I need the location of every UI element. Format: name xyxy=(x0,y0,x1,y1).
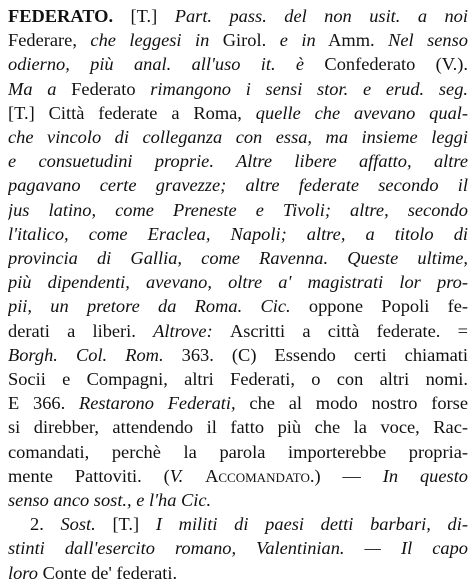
entry-text: Confederato (V.). xyxy=(324,54,468,75)
entry-text: E 366. xyxy=(8,393,79,414)
entry-text: più dipendenti, avevano, oltre a' magistrati lor pro- xyxy=(8,272,468,293)
entry-line xyxy=(8,319,468,343)
entry-text: Sost. xyxy=(60,514,113,535)
entry-line xyxy=(8,464,468,488)
entry-text: Girol. xyxy=(209,30,280,51)
entry-text: I militi di paesi detti barbari, di- xyxy=(155,514,468,535)
entry-line xyxy=(8,536,468,560)
entry-line xyxy=(8,125,468,149)
entry-text: oppone Popoli fe- xyxy=(308,296,468,317)
entry-line xyxy=(8,415,468,439)
entry-text: che al modo nostro forse xyxy=(249,393,468,414)
entry-line xyxy=(8,101,468,125)
entry-text: Conte de' federati. xyxy=(42,562,178,583)
entry-text: Ascritti a città federate. = xyxy=(229,320,468,341)
entry-text: Federato xyxy=(71,78,151,99)
entry-text: [T.] xyxy=(113,6,175,26)
entry-line xyxy=(8,391,468,415)
entry-text: provincia di Gallia, come Ravenna. Queste ultime, xyxy=(8,248,468,269)
entry-text: mente Pattoviti. ( xyxy=(8,465,170,486)
entry-line xyxy=(8,512,468,536)
entry-text: Amm. xyxy=(315,30,389,51)
entry-text: Borgh. Col. Rom. xyxy=(8,344,182,365)
entry-line xyxy=(8,294,468,318)
entry-text: In questo xyxy=(382,465,468,486)
entry-text: derati a liberi. xyxy=(8,320,154,341)
entry-text: Altrove: xyxy=(153,320,230,341)
entry-line xyxy=(8,270,468,294)
entry-text: V. xyxy=(169,465,206,486)
entry-text: Nel senso xyxy=(388,30,468,51)
entry-text: [T.] xyxy=(112,514,156,535)
entry-text: Federare, xyxy=(8,30,91,51)
entry-text: loro xyxy=(8,562,43,583)
entry-line xyxy=(8,4,468,28)
entry-text: e consuetudini proprie. Altre libere affatto, altre xyxy=(8,151,468,172)
entry-text: che leggesi in xyxy=(90,30,210,51)
entry-line xyxy=(8,246,468,270)
entry-text: .) — xyxy=(309,465,383,486)
entry-text: che vincolo di colleganza con essa, ma insieme leggi xyxy=(8,127,468,148)
entry-text: Cic. xyxy=(260,296,309,317)
entry-line xyxy=(8,77,468,101)
entry-text: si direbber, attendendo il fatto più che la voce, Rac- xyxy=(8,417,468,438)
entry-text: 2. xyxy=(30,514,61,535)
entry-line xyxy=(8,52,468,76)
entry-line xyxy=(8,367,468,391)
entry-text: odierno, più anal. all'uso it. è xyxy=(8,54,325,75)
entry-text: 363. (C) Essendo certi chiamati xyxy=(181,344,468,365)
entry-text: l'italico, come Eraclea, Napoli; altre, a titolo di xyxy=(8,223,468,244)
entry-text: jus latino, come Preneste e Tivoli; altre, secondo xyxy=(8,199,468,220)
entry-text: rimangono i sensi stor. e erud. seg. xyxy=(150,78,468,99)
entry-text: stinti dall'esercito romano, Valentinian. — Il capo xyxy=(8,538,468,559)
entry-line xyxy=(8,173,468,197)
entry-text: pagavano certe gravezze; altre federate secondo il xyxy=(8,175,468,196)
entry-text: Restarono Federati, xyxy=(79,393,250,414)
entry-text: Part. pass. del non usit. a noi xyxy=(174,6,468,26)
entry-line xyxy=(8,440,468,464)
entry-line xyxy=(8,561,468,585)
entry-text: senso anco sost., e l'ha Cic. xyxy=(8,490,212,511)
entry-text: quelle che avevano qual- xyxy=(255,102,468,123)
entry-line xyxy=(8,222,468,246)
entry-text: pii, un pretore da Roma. xyxy=(8,296,261,317)
entry-text: FEDERATO. xyxy=(8,6,114,26)
entry-line xyxy=(8,488,468,512)
entry-text: [T.] Città federate a Roma, xyxy=(8,102,256,123)
entry-line xyxy=(8,198,468,222)
entry-line xyxy=(8,149,468,173)
entry-text: Socii e Compagni, altri Federati, o con altri nomi. xyxy=(8,369,468,390)
entry-text: Accomandato xyxy=(205,465,310,486)
entry-text: Ma a xyxy=(8,78,72,99)
entry-text: e in xyxy=(279,30,316,51)
entry-line xyxy=(8,343,468,367)
entry-text: comandati, perchè la parola importerebbe propria- xyxy=(8,441,468,462)
entry-line xyxy=(8,28,468,52)
dictionary-entry xyxy=(8,4,468,585)
